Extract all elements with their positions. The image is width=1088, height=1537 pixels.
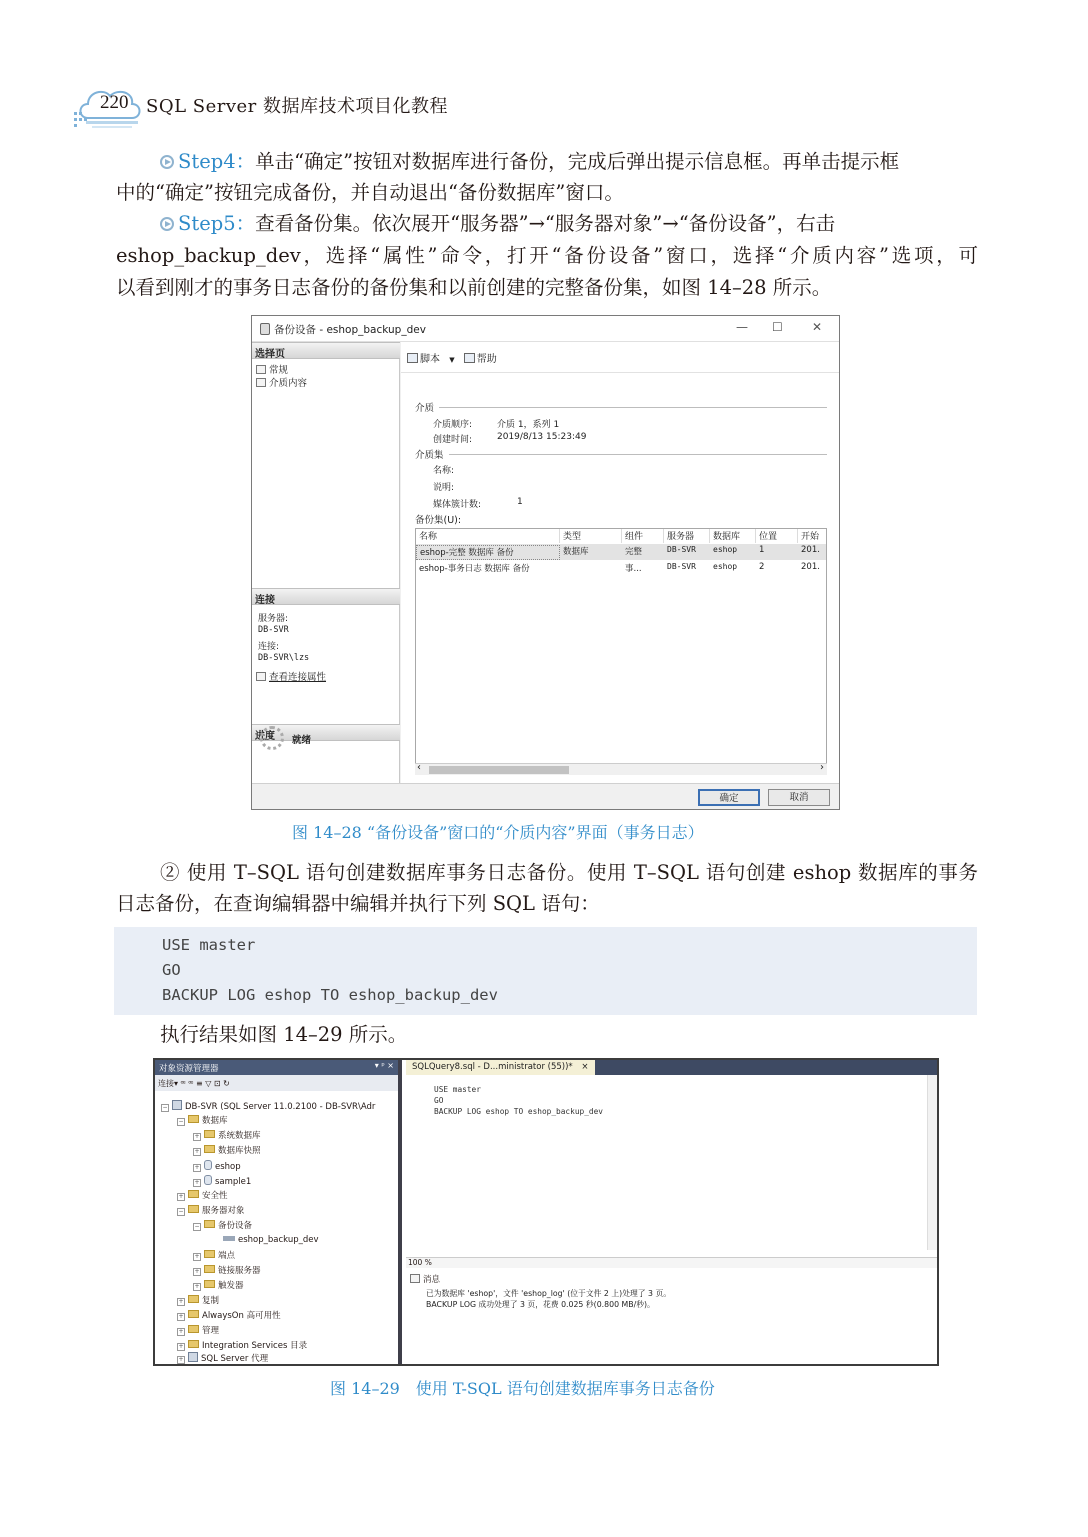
cancel-button[interactable]: 取消 [768,789,830,806]
folder-icon [204,1220,215,1228]
tree-label: 触发器 [218,1281,244,1291]
table-cell: eshop-事务日志 数据库 备份 [419,564,530,574]
zoom-value: 100 % [408,1258,432,1267]
connection-label: 连接: [258,642,280,652]
code-line: USE master [162,936,256,954]
tree-linked-servers[interactable] [193,1265,261,1276]
table-cell: eshop [713,545,738,554]
query-line[interactable]: BACKUP LOG eshop TO eshop_backup_dev [434,1107,603,1116]
table-cell: DB-SVR [667,562,696,571]
table-cell: 1 [759,545,765,555]
page-header [74,84,494,132]
tree-label: 数据库快照 [218,1146,261,1156]
tsql-intro-line1: ② 使用 T–SQL 语句创建数据库事务日志备份。使用 T–SQL 语句创建 eshop 数据库的事务 [160,861,978,884]
code-line: GO [162,961,181,979]
table-cell [560,562,622,577]
step5-label: Step5 [178,212,236,235]
col-header-position[interactable]: 位置 [756,529,798,543]
tree-label: 复制 [202,1296,220,1306]
expand-icon[interactable]: + [194,1179,200,1186]
expand-icon[interactable]: + [178,1343,184,1350]
figure-28-caption: 图 14–28 “备份设备”窗口的“介质内容”界面（事务日志） [292,823,704,842]
folder-icon [204,1280,215,1288]
folder-icon [188,1310,199,1318]
ok-button[interactable]: 确定 [698,789,760,806]
table-cell: DB-SVR [667,545,696,554]
object-explorer-title [155,1060,398,1075]
backup-device-icon [223,1236,235,1241]
agent-icon [188,1352,198,1362]
dialog-title: 备份设备 - eshop_backup_dev [274,324,426,336]
step-bullet-icon [160,155,174,169]
col-header-start[interactable]: 开始 [798,529,827,543]
tree-management[interactable] [177,1325,219,1336]
tree-server[interactable] [161,1100,375,1112]
tree-label: 链接服务器 [218,1266,261,1276]
media-group-label: 介质 [415,403,435,414]
step-bullet-icon [160,217,174,231]
backup-sets-label: 备份集(U): [415,515,462,526]
message-line: 已为数据库 'eshop'，文件 'eshop_log' (位于文件 2 上)处理了 3 页。 [426,1289,672,1298]
backup-device-icon [260,323,270,335]
collapse-icon[interactable]: − [162,1104,168,1111]
family-count-value: 1 [517,497,523,507]
expand-icon[interactable]: + [178,1313,184,1320]
tree-label: 数据库 [202,1116,228,1126]
step5-line3: 以看到刚才的事务日志备份的备份集和以前创建的完整备份集，如图 14–28 所示。 [116,276,832,299]
messages-icon [410,1274,420,1283]
expand-icon[interactable]: + [194,1268,200,1275]
folder-icon [204,1250,215,1258]
folder-icon [204,1145,215,1153]
code-block [114,927,977,1015]
step5-line2: eshop_backup_dev，选择“属性”命令，打开“备份设备”窗口，选择“介质内容”选项，可 [116,244,978,267]
help-button[interactable] [464,354,497,365]
tree-integration-services[interactable] [177,1340,307,1351]
tree-label: 端点 [218,1251,236,1261]
tree-security[interactable] [177,1190,228,1201]
tree-backup-devices[interactable] [193,1220,252,1231]
tree-label: DB-SVR (SQL Server 11.0.2100 - DB-SVR\Adr [185,1102,376,1112]
view-connection-properties-link[interactable] [256,669,326,683]
message-line: BACKUP LOG 成功处理了 3 页，花费 0.025 秒(0.800 MB/秒)。 [426,1300,655,1309]
expand-icon[interactable]: + [194,1164,200,1171]
dialog-button-bar [252,783,839,810]
folder-icon [188,1115,199,1123]
properties-icon [256,672,266,681]
ssms-window [153,1058,939,1366]
messages-tab[interactable] [410,1273,440,1285]
progress-spinner-icon [260,726,284,750]
step4-line2: 中的“确定”按钮完成备份，并自动退出“备份数据库”窗口。 [116,181,624,204]
scroll-left-icon[interactable]: ‹ [417,762,421,773]
tree-db-sample1[interactable] [193,1175,251,1187]
dialog-toolbar [407,350,497,365]
query-line[interactable]: USE master [434,1085,481,1094]
server-icon [172,1100,182,1110]
tree-label: Integration Services 目录 [202,1341,308,1351]
tree-label: 安全性 [202,1191,228,1201]
folder-icon [188,1295,199,1303]
dialog-titlebar [252,316,839,342]
messages-tab-label: 消息 [423,1275,441,1285]
select-page-header: 选择页 [252,342,400,359]
tree-triggers[interactable] [193,1280,244,1291]
connection-value: DB-SVR\lzs [258,653,310,663]
query-tab[interactable] [406,1060,595,1075]
tree-label: eshop [215,1162,241,1172]
backup-sets-table [415,528,827,772]
tree-label: AlwaysOn 高可用性 [202,1311,281,1321]
folder-icon [188,1325,199,1333]
step4-line1 [116,146,978,177]
object-explorer-toolbar[interactable]: 连接▾ ꟹ ꟹ ≡ ▽ ⊡ ↻ [155,1075,398,1091]
step4-label: Step4 [178,150,236,173]
col-header-type[interactable]: 类型 [560,529,622,543]
created-value: 2019/8/13 15:23:49 [497,432,587,442]
table-cell: 事... [625,564,642,574]
tree-label: 服务器对象 [202,1206,245,1216]
expand-icon[interactable]: + [178,1193,184,1200]
help-icon [464,353,475,363]
script-label: 脚本 [420,354,440,365]
tree-backup-device-item[interactable] [223,1235,319,1245]
folder-icon [188,1340,199,1348]
table-cell: 数据库 [563,547,589,557]
script-dropdown-icon[interactable]: ▼ [449,356,455,364]
database-icon [204,1175,212,1185]
result-paragraph: 执行结果如图 14–29 所示。 [160,1023,408,1046]
media-sequence-value: 介质 1，系列 1 [497,420,560,430]
tree-endpoints[interactable] [193,1250,235,1261]
progress-header: 进度 [252,724,400,741]
page-icon [256,378,266,387]
folder-icon [188,1190,199,1198]
page-general-label: 常规 [269,365,289,376]
created-label: 创建时间: [433,435,473,445]
col-header-database[interactable]: 数据库 [710,529,756,543]
collapse-icon[interactable]: − [178,1208,184,1215]
expand-icon[interactable]: + [194,1148,200,1155]
table-cell: 201. [801,562,820,572]
table-cell: eshop [713,562,738,571]
media-sequence-label: 介质顺序: [433,420,473,430]
expand-icon[interactable]: + [194,1253,200,1260]
figure-29-caption: 图 14–29 使用 T-SQL 语句创建数据库事务日志备份 [330,1379,715,1398]
table-cell: eshop-完整 数据库 备份 [416,545,560,560]
expand-icon[interactable]: + [178,1328,184,1335]
query-tab-label: SQLQuery8.sql - D...ministrator (55))* [412,1062,573,1072]
col-header-component[interactable]: 组件 [622,529,664,543]
tree-label: 系统数据库 [218,1131,261,1141]
view-connection-properties-label: 查看连接属性 [269,672,327,683]
backup-device-dialog [251,315,840,810]
close-tab-icon[interactable]: × [581,1062,589,1072]
query-tab-bar [406,1060,937,1075]
step4-text: 单击“确定”按钮对数据库进行备份，完成后弹出提示信息框。再单击提示框 [255,150,900,173]
tree-alwayson[interactable] [177,1310,281,1321]
server-label: 服务器: [258,614,289,624]
table-cell: 完整 [625,547,643,557]
toolbar-divider [401,372,839,373]
mediaset-name-label: 名称: [433,466,455,476]
query-editor-pane [406,1060,937,1364]
folder-icon [188,1205,199,1213]
step5-colon: ： [235,212,256,235]
server-value: DB-SVR [258,625,289,635]
table-horizontal-scrollbar[interactable] [415,763,827,775]
query-line[interactable]: GO [434,1096,444,1105]
object-explorer [155,1060,402,1364]
book-title: SQL Server 数据库技术项目化教程 [146,96,448,117]
page-media-contents-label: 介质内容 [269,378,308,389]
created-row [433,432,587,445]
family-count-label: 媒体簇计数: [433,500,482,510]
tsql-intro-line2: 日志备份，在查询编辑器中编辑并执行下列 SQL 语句： [116,892,600,915]
expand-icon[interactable]: + [178,1298,184,1305]
family-count-row [433,497,523,510]
page-icon [256,365,266,374]
minimize-button[interactable]: — [736,320,748,334]
tree-snapshots[interactable] [193,1145,261,1156]
dialog-left-panel [252,342,400,783]
help-label: 帮助 [476,354,497,365]
tree-server-objects[interactable] [177,1205,245,1216]
tree-label: 管理 [202,1326,220,1336]
script-button[interactable] [407,354,440,365]
tree-db-eshop[interactable] [193,1160,241,1172]
progress-status: 就绪 [292,735,312,746]
step4-colon: ： [235,150,256,173]
tree-label: eshop_backup_dev [238,1235,319,1245]
step5-text: 查看备份集。依次展开“服务器”→“服务器对象”→“备份设备”，右击 [255,212,836,235]
folder-icon [204,1265,215,1273]
database-icon [204,1160,212,1170]
maximize-button[interactable]: ☐ [772,320,783,334]
scrollbar-thumb[interactable] [429,766,569,774]
editor-vertical-scrollbar[interactable] [927,1075,937,1250]
page-media-contents[interactable] [256,375,307,389]
collapse-icon[interactable]: − [194,1223,200,1230]
dialog-right-panel [401,342,839,783]
pin-icon[interactable]: ▾ ᵖ × [374,1061,394,1070]
tree-system-databases[interactable] [193,1130,261,1141]
zoom-level[interactable] [406,1257,937,1268]
collapse-icon[interactable]: − [178,1118,184,1125]
col-header-name[interactable]: 名称 [416,529,560,543]
expand-icon[interactable]: + [194,1283,200,1290]
object-explorer-title-text: 对象资源管理器 [159,1064,219,1074]
mediaset-group-divider [449,454,827,455]
step5-line1 [116,208,978,239]
code-line: BACKUP LOG eshop TO eshop_backup_dev [162,986,498,1004]
script-icon [407,353,418,363]
tree-replication[interactable] [177,1295,219,1306]
tree-label: sample1 [215,1177,252,1187]
tree-label: 备份设备 [218,1221,253,1231]
media-sequence-row [433,417,560,430]
expand-icon[interactable]: + [194,1133,200,1140]
col-header-server[interactable]: 服务器 [664,529,710,543]
connection-header: 连接 [252,588,400,605]
scroll-right-icon[interactable]: › [820,762,824,773]
tree-sql-agent[interactable] [177,1352,268,1364]
close-button[interactable]: ✕ [812,320,823,334]
tree-label: SQL Server 代理 [201,1354,269,1364]
mediaset-group-label: 介质集 [415,450,444,461]
table-cell: 2 [759,562,765,572]
mediaset-description-label: 说明: [433,483,455,493]
tree-databases[interactable] [177,1115,228,1126]
table-cell: 201. [801,545,820,555]
expand-icon[interactable]: + [178,1356,184,1363]
folder-icon [204,1130,215,1138]
page-number: 220 [100,92,129,113]
page-general[interactable] [256,362,288,376]
media-group-divider [439,407,827,408]
